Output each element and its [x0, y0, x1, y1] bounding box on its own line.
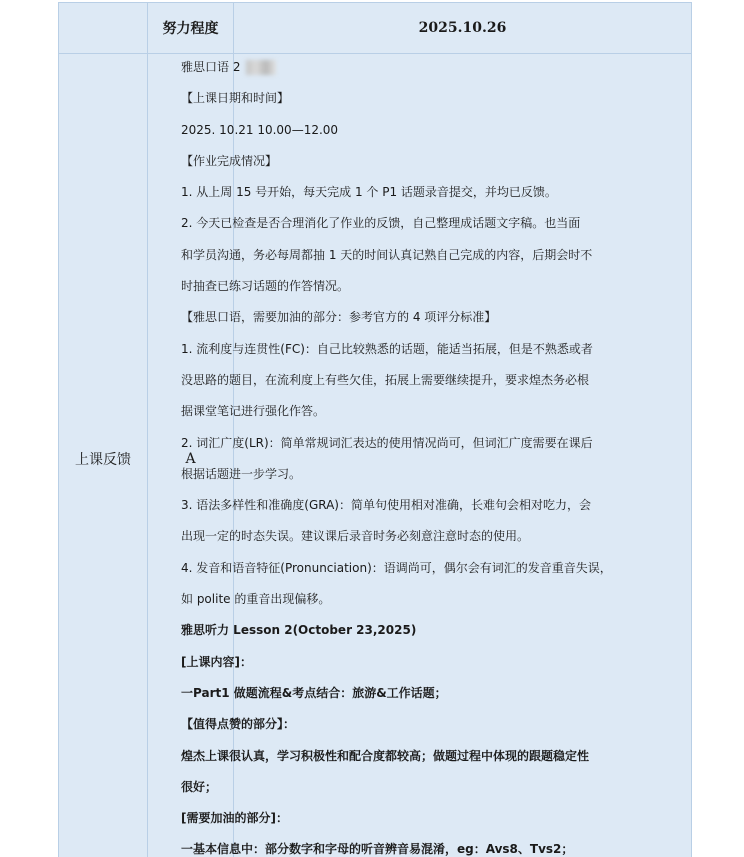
content-line: [181, 553, 629, 584]
content-line-text: 【雅思口语，需要加油的部分：参考官方的 4 项评分标准】: [181, 310, 497, 325]
content-line-text: 很好；: [181, 779, 218, 794]
content-line-text: 出现一定的时态失误。建议课后录音时务必刻意注意时态的使用。: [181, 529, 530, 544]
content-line: [181, 396, 629, 427]
content-line-text: 时抽查已练习话题的作答情况。: [181, 279, 350, 294]
content-line: [181, 803, 629, 834]
content-line-text: 一Part1 做题流程&考点结合：旅游&工作话题；: [181, 685, 447, 700]
content-line-text: [需要加油的部分]：: [181, 811, 288, 826]
content-line: [181, 459, 629, 490]
content-line-text: 如 polite 的重音出现偏移。: [181, 592, 331, 607]
content-line-text: 煌杰上课很认真，学习积极性和配合度都较高；做题过程中体现的跟题稳定性: [181, 748, 590, 763]
date-header: 2025.10.26: [418, 20, 507, 36]
content-line: [181, 647, 629, 678]
content-line-text: 4. 发音和语音特征(Pronunciation)：语调尚可，偶尔会有词汇的发音重音失误，: [181, 560, 612, 575]
redacted-name: [246, 60, 276, 75]
content-line-text: 一基本信息中：部分数字和字母的听音辨音易混淆，eg：Avs8、Tvs2；: [181, 842, 574, 857]
feedback-content: [181, 52, 629, 857]
content-line: [181, 302, 629, 333]
content-line: [181, 834, 629, 857]
content-line: [181, 208, 629, 239]
content-line-text: 2025. 10.21 10.00—12.00: [181, 122, 339, 137]
content-line-text: 2. 今天已检查是否合理消化了作业的反馈，自己整理成话题文字稿。也当面: [181, 216, 581, 231]
content-line-text: 雅思口语 2: [181, 60, 241, 74]
content-line-text: 【上课日期和时间】: [181, 91, 290, 106]
content-line: [181, 490, 629, 521]
content-line: [181, 83, 629, 114]
effort-header: 努力程度: [162, 21, 219, 37]
content-line: [181, 678, 629, 709]
content-line: [181, 240, 629, 271]
content-line-text: 和学员沟通，务必每周都抽 1 天的时间认真记熟自己完成的内容，后期会时不: [181, 247, 593, 262]
content-line: [181, 334, 629, 365]
content-line-text: 雅思听力 Lesson 2(October 23,2025): [181, 623, 417, 638]
content-line-text: 据课堂笔记进行强化作答。: [181, 404, 326, 419]
content-line-text: 根据话题进一步学习。: [181, 466, 302, 481]
content-line-text: 3. 语法多样性和准确度(GRA)：简单句使用相对准确，长难句会相对吃力，会: [181, 498, 591, 513]
content-line: [181, 115, 629, 146]
content-line-text: 没思路的题目，在流利度上有些欠佳，拓展上需要继续提升，要求煌杰务必根: [181, 372, 590, 387]
content-line-text: 【作业完成情况】: [181, 153, 278, 168]
grade-value: A: [185, 450, 196, 467]
content-line: [181, 741, 629, 772]
content-line: [181, 365, 629, 396]
row-label: 上课反馈: [75, 451, 131, 468]
content-line-text: 1. 从上周 15 号开始，每天完成 1 个 P1 话题录音提交，并均已反馈。: [181, 185, 557, 200]
content-line: [181, 521, 629, 552]
content-line: [181, 772, 629, 803]
content-line: [181, 428, 629, 459]
content-line-text: 2. 词汇广度(LR)：简单常规词汇表达的使用情况尚可，但词汇广度需要在课后: [181, 435, 593, 450]
content-line-text: 1. 流利度与连贯性(FC)：自己比较熟悉的话题，能适当拓展，但是不熟悉或者: [181, 341, 593, 356]
content-line-text: [上课内容]：: [181, 654, 252, 669]
content-line: [181, 615, 629, 646]
content-line: [181, 584, 629, 615]
content-line: [181, 709, 629, 740]
content-line: [181, 271, 629, 302]
content-line: [181, 146, 629, 177]
content-line-text: 【值得点赞的部分】：: [181, 717, 296, 732]
content-line: [181, 177, 629, 208]
content-line: [181, 52, 629, 83]
